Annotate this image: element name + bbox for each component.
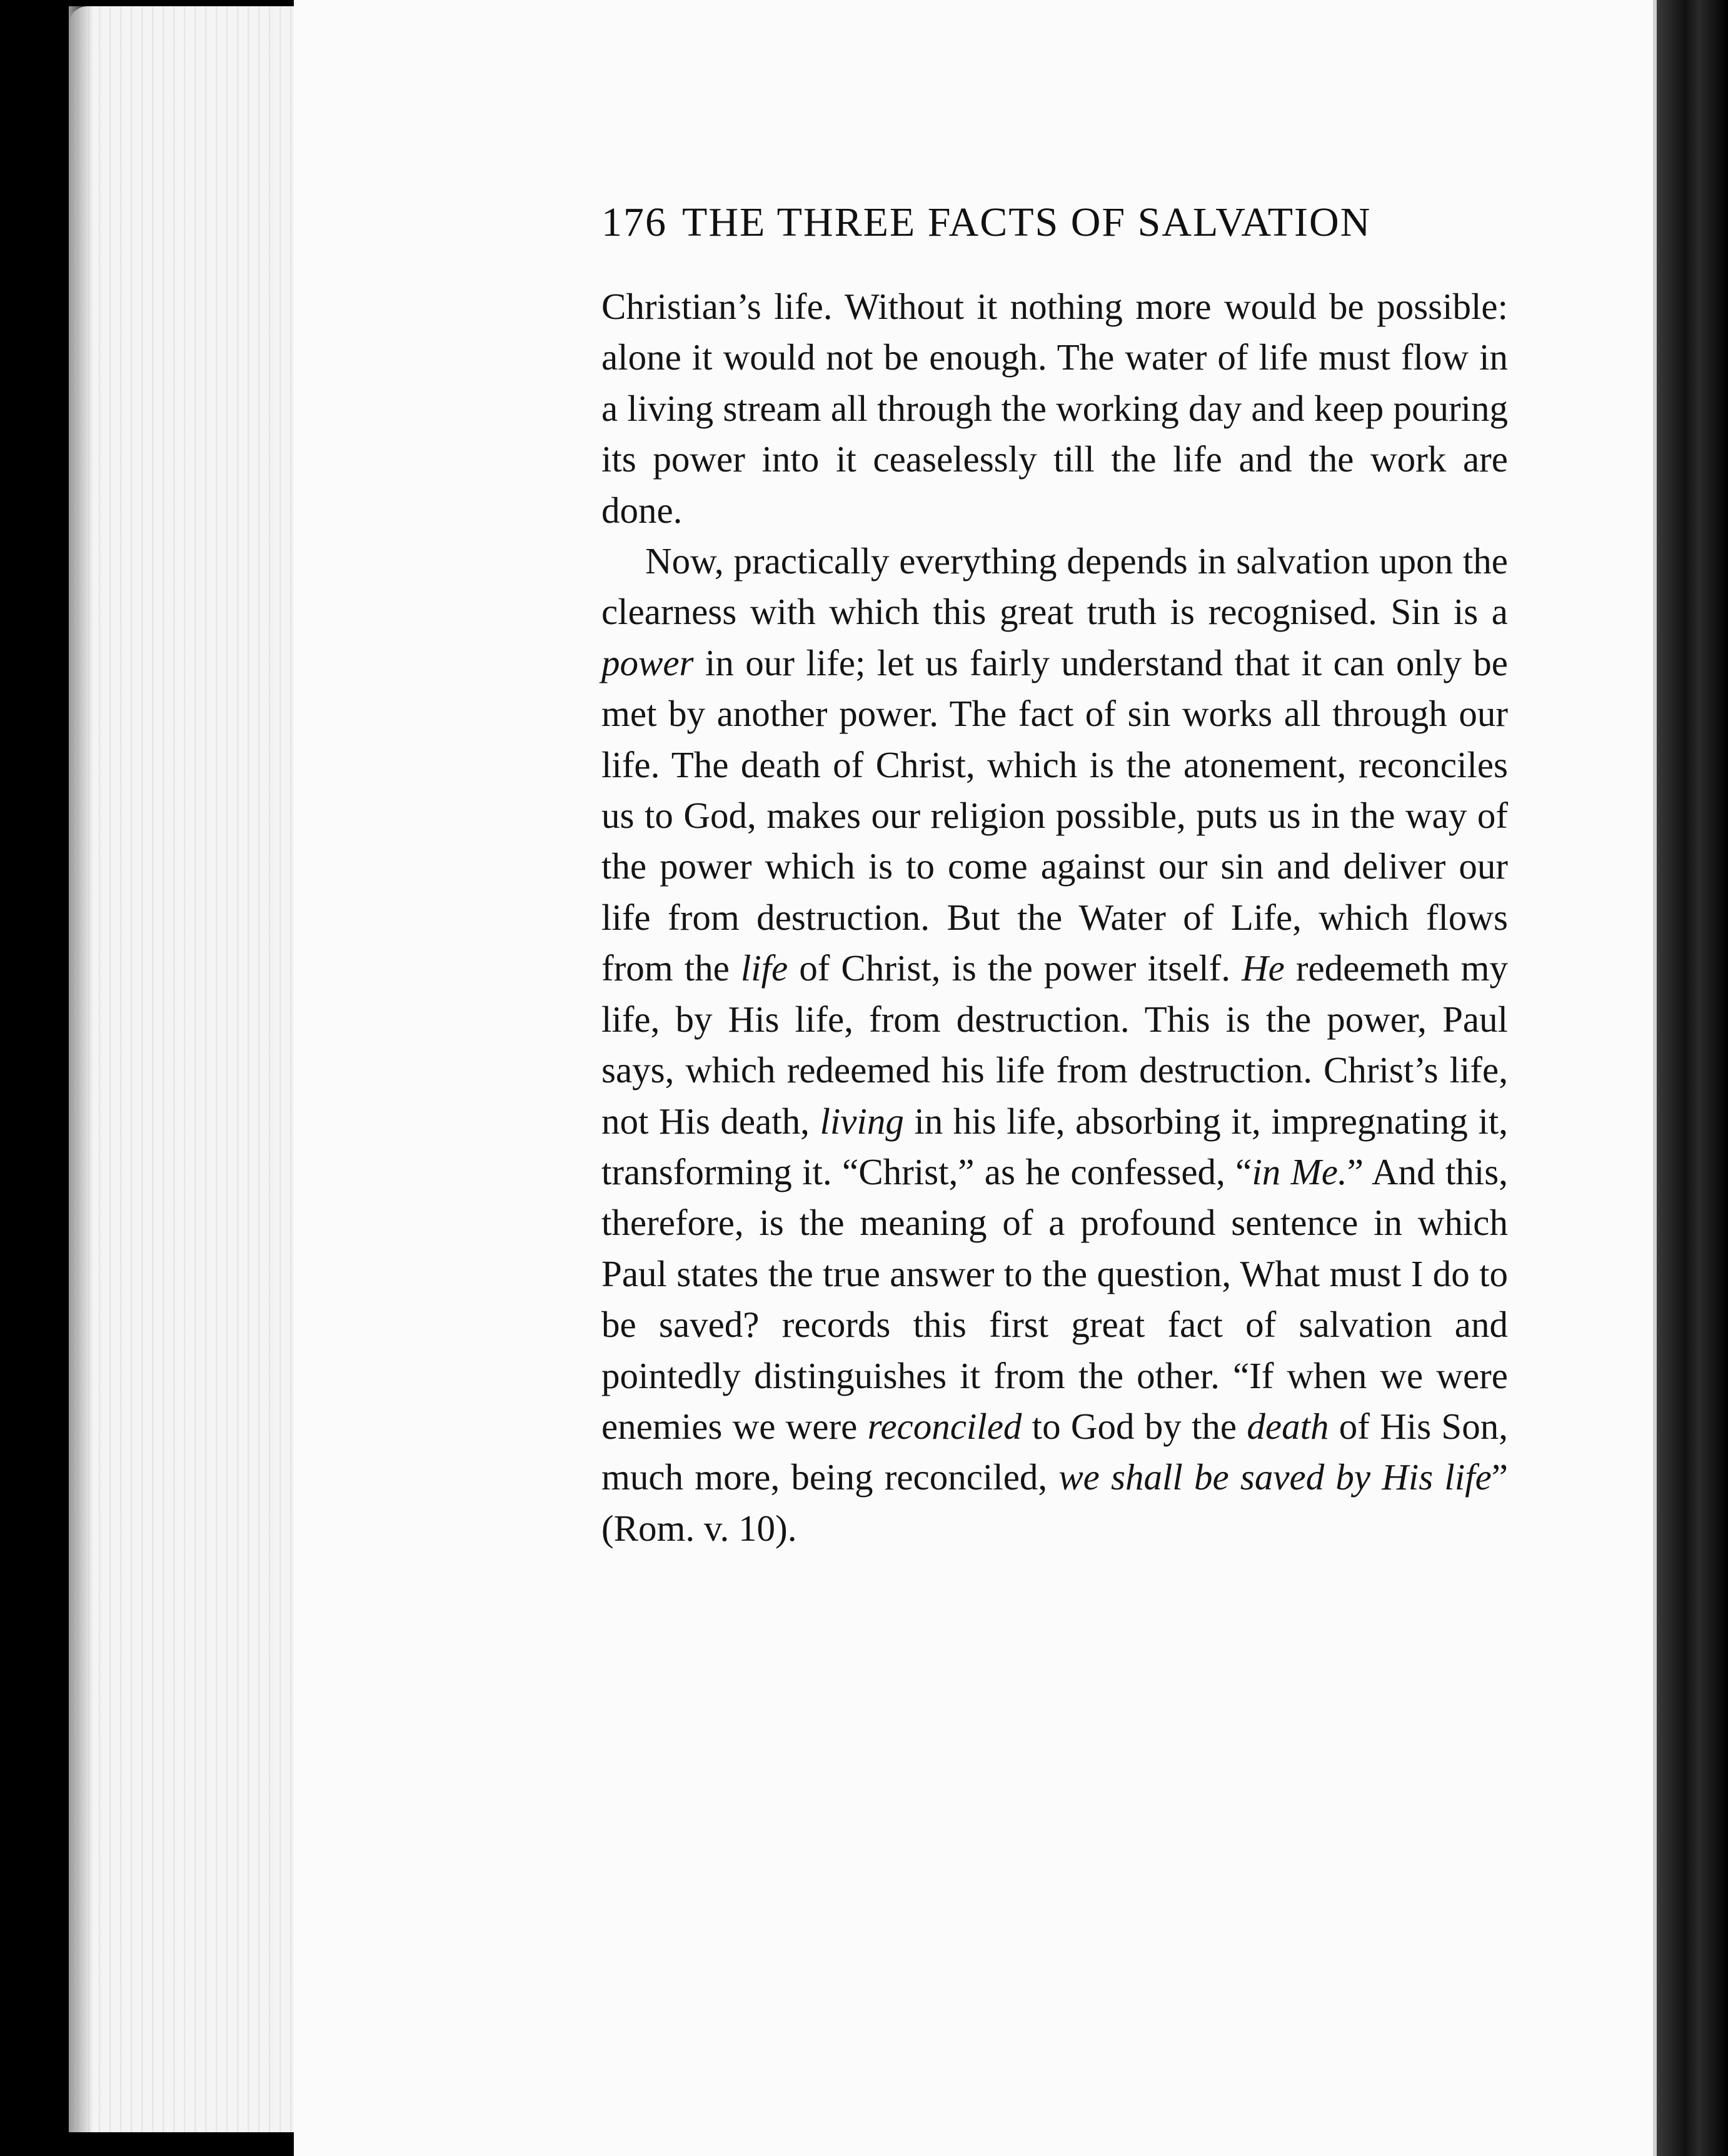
text-run: of His Son, much more, being reconciled, [601,1405,1508,1498]
italic-in-me: in Me. [1252,1151,1347,1192]
paragraph-2 [601,536,1508,1554]
text-run: redeemeth my life, by His life, from destruction. This is the power, Paul says, which redeemed his life from destruction. Christ’s life, not His death, [601,947,1508,1142]
page-edges-shadow [69,6,94,2132]
running-header [601,199,1508,246]
italic-reconciled: reconciled [867,1405,1022,1447]
italic-power: power [601,642,694,683]
text-run: in his life, absorbing it, impregnating it, transforming it. “Christ,” as he confessed, “ [601,1100,1508,1192]
page-number: 176 [601,199,667,245]
text-run: to God by the [1022,1405,1247,1447]
italic-he: He [1242,947,1285,989]
italic-living: living [820,1100,904,1142]
italic-death: death [1247,1405,1329,1447]
body-text [601,281,1508,1554]
italic-saved-by-his-life: we shall be saved by His life [1058,1456,1492,1498]
text-run: in our life; let us fairly understand that it can only be met by another power. The fact of sin works all through our life. The death of Christ, which is the atonement, reconciles us to God, makes our religion possible, puts us in the way of the power which is to come against our sin and deliver our life from destruction. But the Water of Life, which flows from the [601,642,1508,989]
text-run: ” And this, therefore, is the meaning of a profound sentence in which Paul states the true answer to the question, What must I do to be saved? records this first great fact of salvation and pointedly distinguishes it from the other. “If when we were enemies we were [601,1151,1508,1447]
paragraph-1: Christian’s life. Without it nothing more would be possible: alone it would not be enough. The water of life must flow in a living stream all through the working day and keep pouring its power into it ceaselessly till the life and the work are done. [601,286,1508,531]
text-run: Now, practically everything depends in salvation upon the clearness with which this great truth is recognised. Sin is a [601,540,1508,633]
italic-life: life [740,947,788,989]
running-title: THE THREE FACTS OF SALVATION [682,199,1372,245]
book-spine-edge [1657,0,1728,2156]
page-edges-stack [69,6,306,2132]
text-run: ” (Rom. v. 10). [601,1456,1508,1549]
text-run: of Christ, is the power itself. [788,947,1242,989]
